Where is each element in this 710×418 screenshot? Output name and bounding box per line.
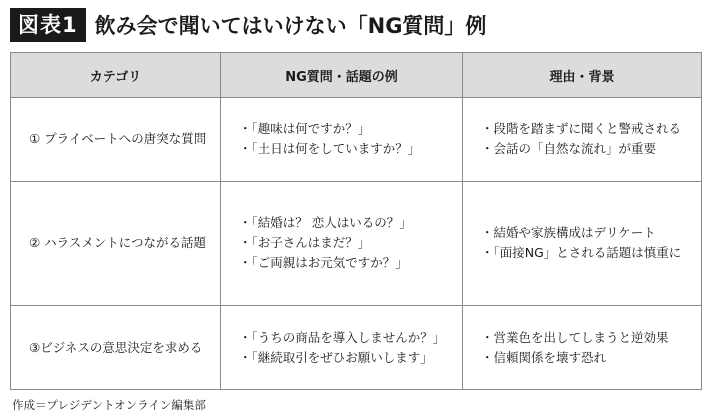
category-cell	[11, 181, 221, 306]
column-header-ng-examples: NG質問・話題の例	[221, 53, 463, 98]
ng-examples-cell	[221, 98, 463, 182]
ng-questions-table	[10, 52, 702, 390]
ng-example: ・「継続取引をぜひお願いします」	[239, 349, 433, 365]
reason-item: ・営業色を出してしまうと逆効果	[481, 329, 669, 345]
column-header-category: カテゴリ	[11, 53, 221, 98]
category-cell	[11, 306, 221, 390]
category-label: ② ハラスメントにつながる話題	[29, 235, 207, 251]
ng-examples-cell	[221, 181, 463, 306]
category-label: ③ビジネスの意思決定を求める	[29, 339, 203, 355]
source-credit: 作成＝プレジデントオンライン編集部	[12, 398, 206, 412]
ng-example: ・「うちの商品を導入しませんか？」	[239, 329, 446, 345]
reasons-cell	[463, 98, 702, 182]
figure-number-badge: 図表1	[10, 8, 86, 42]
ng-example: ・「土日は何をしていますか？」	[239, 141, 421, 157]
ng-example: ・「ご両親はお元気ですか？」	[239, 255, 408, 271]
reason-item: ・結婚や家族構成はデリケート	[481, 225, 656, 241]
category-label: ① プライベートへの唐突な質問	[29, 131, 207, 147]
table-row	[11, 306, 702, 390]
category-cell	[11, 98, 221, 182]
column-header-reasons: 理由・背景	[463, 53, 702, 98]
ng-example: ・「結婚は？ 恋人はいるの？」	[239, 215, 412, 231]
table-row	[11, 181, 702, 306]
reason-item: ・信頼関係を壊す恐れ	[481, 349, 607, 365]
reasons-cell	[463, 306, 702, 390]
reason-item: ・「面接NG」とされる話題は慎重に	[481, 245, 682, 261]
figure-title: 飲み会で聞いてはいけない「NG質問」例	[94, 14, 487, 38]
table-header-row	[11, 53, 702, 98]
ng-example: ・「趣味は何ですか？」	[239, 121, 371, 137]
reasons-cell	[463, 181, 702, 306]
figure-header	[10, 8, 486, 42]
ng-examples-cell	[221, 306, 463, 390]
reason-item: ・段階を踏まずに聞くと警戒される	[481, 121, 682, 137]
ng-example: ・「お子さんはまだ？」	[239, 235, 371, 251]
reason-item: ・会話の「自然な流れ」が重要	[481, 141, 657, 157]
table-row	[11, 98, 702, 182]
